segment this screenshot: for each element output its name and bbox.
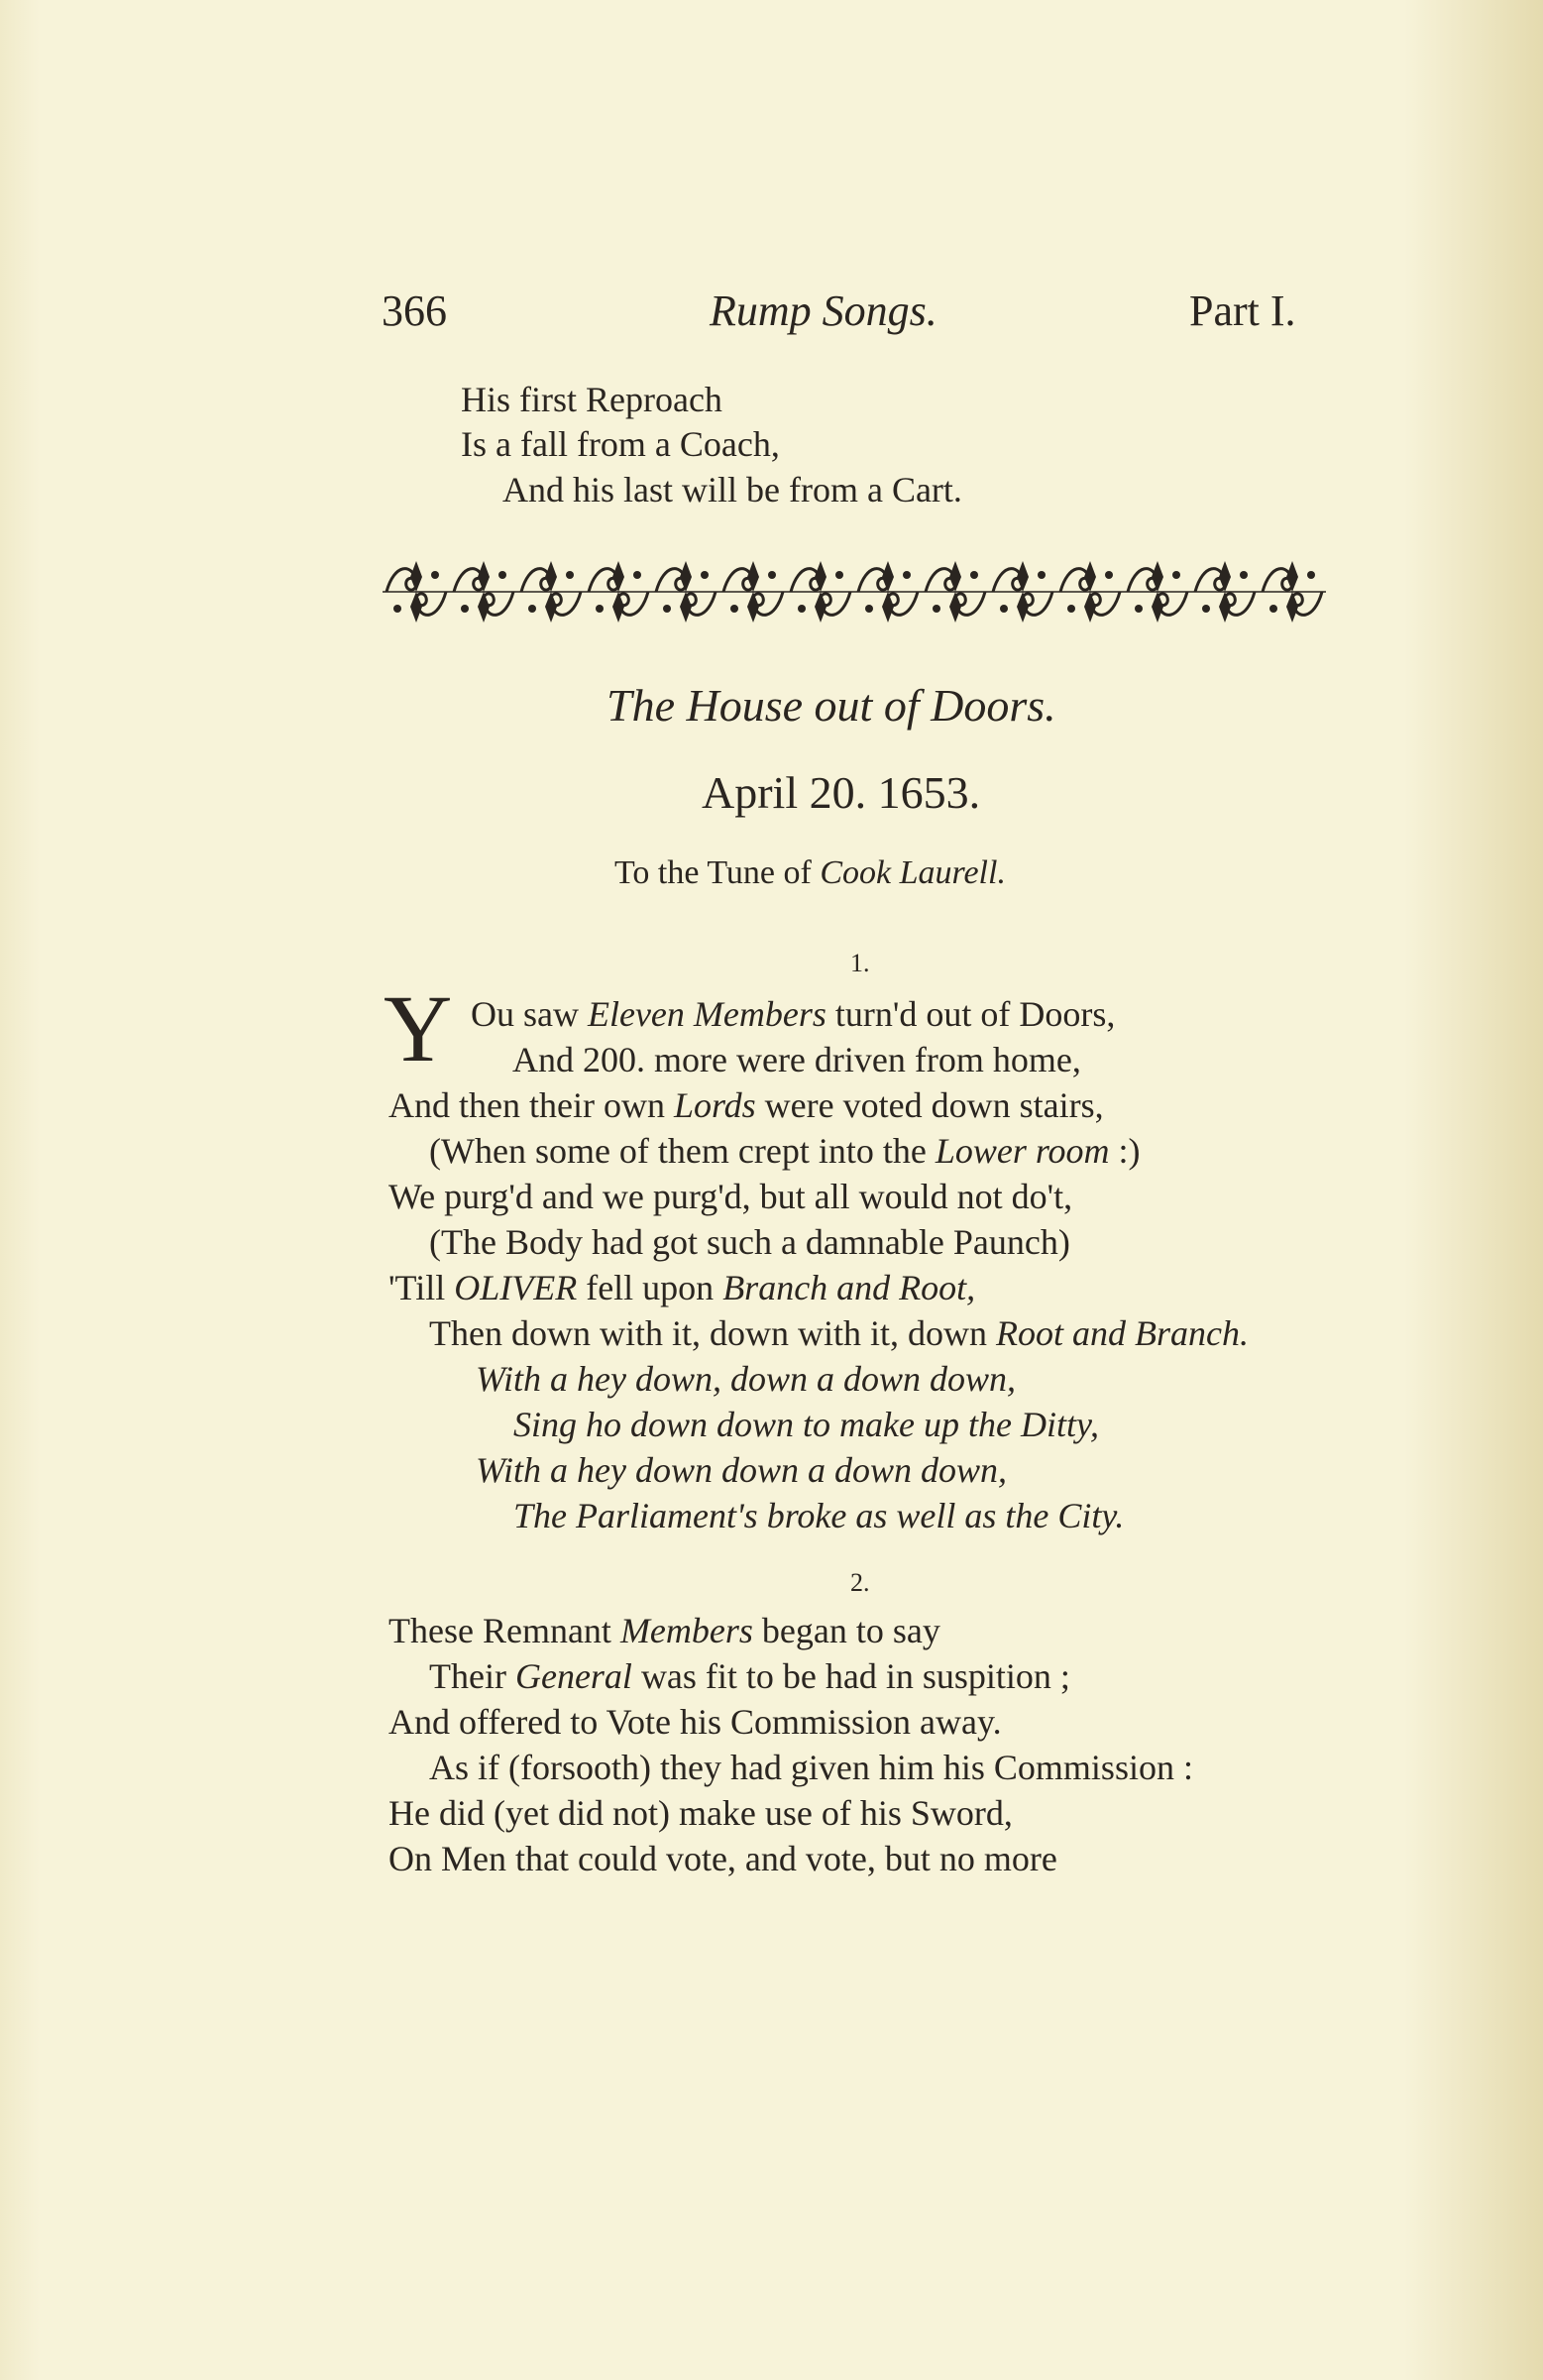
verse-line [388,1267,975,1308]
text-run: fell upon [577,1268,723,1307]
preceding-line: And his last will be from a Cart. [502,470,962,510]
italic-run: Members [619,1611,753,1650]
text-run: 'Till [388,1268,455,1307]
italic-run: Sing ho down down to make up the Ditty, [513,1405,1099,1444]
verse-line [429,1130,1141,1172]
drop-cap: Y [384,975,453,1081]
italic-run: OLIVER [454,1268,578,1307]
verse-line [388,1176,1072,1217]
stanza-number: 1. [850,949,870,977]
text-run: Ou saw [471,994,588,1034]
song-title: The House out of Doors. [606,680,1056,731]
text-run: was fit to be had in suspition ; [631,1656,1070,1696]
tune-line [614,854,1006,892]
text-run: As if (forsooth) they had given him his Commission : [429,1748,1193,1787]
italic-run: With a hey down, down a down down, [476,1359,1017,1399]
text-run: And then their own [388,1085,674,1125]
stanza-number: 2. [850,1568,870,1597]
refrain-line [513,1495,1124,1536]
italic-run: Lower room [935,1131,1110,1171]
italic-run: The Parliament's broke as well as the City. [513,1496,1125,1535]
text-run: Then down with it, down with it, down [429,1313,996,1353]
text-run: :) [1109,1131,1141,1171]
text-run: On Men that could vote, and vote, but no more [388,1839,1057,1878]
preceding-line: His first Reproach [461,380,722,419]
verse-line [471,993,1115,1035]
running-title: Rump Songs. [710,286,937,335]
verse-line [388,1610,940,1651]
song-date: April 20. 1653. [702,767,981,818]
verse-line [388,1084,1104,1126]
text-run: These Remnant [388,1611,620,1650]
italic-run: Eleven Members [587,994,827,1034]
text-run: And offered to Vote his Commission away. [388,1702,1002,1742]
refrain-line [476,1449,1007,1491]
verse-line [429,1312,1249,1354]
italic-run: With a hey down down a down down, [476,1450,1008,1490]
text-run: turn'd out of Doors, [826,994,1116,1034]
preceding-line: Is a fall from a Coach, [461,424,780,464]
page-edge-shadow [1404,0,1543,2380]
italic-run: Root and Branch. [995,1313,1249,1353]
italic-run: Lords [673,1085,756,1125]
text-run: We purg'd and we purg'd, but all would not do't, [388,1177,1073,1216]
refrain-line [476,1358,1016,1400]
text-run: began to say [752,1611,940,1650]
tune-prefix: To the Tune of [614,854,821,891]
verse-line [512,1039,1081,1080]
verse-line [429,1655,1070,1697]
verse-line [429,1221,1070,1263]
text-run: (The Body had got such a damnable Paunch) [429,1222,1070,1262]
ornamental-divider [383,557,1339,626]
italic-run: Branch and Root, [722,1268,976,1307]
verse-line [388,1838,1057,1879]
refrain-line [513,1404,1099,1445]
italic-run: General [514,1656,632,1696]
verse-line [388,1701,1002,1743]
tune-name: Cook Laurell. [820,854,1006,891]
text-run: He did (yet did not) make use of his Sword, [388,1793,1013,1833]
page-gutter-shadow [0,0,40,2380]
text-run: And 200. more were driven from home, [512,1040,1081,1079]
page-number: 366 [382,286,447,335]
text-run: Their [429,1656,515,1696]
text-run: (When some of them crept into the [429,1131,936,1171]
text-run: were voted down stairs, [755,1085,1104,1125]
verse-line [429,1747,1193,1788]
part-label: Part I. [1189,286,1296,335]
verse-line [388,1792,1013,1834]
